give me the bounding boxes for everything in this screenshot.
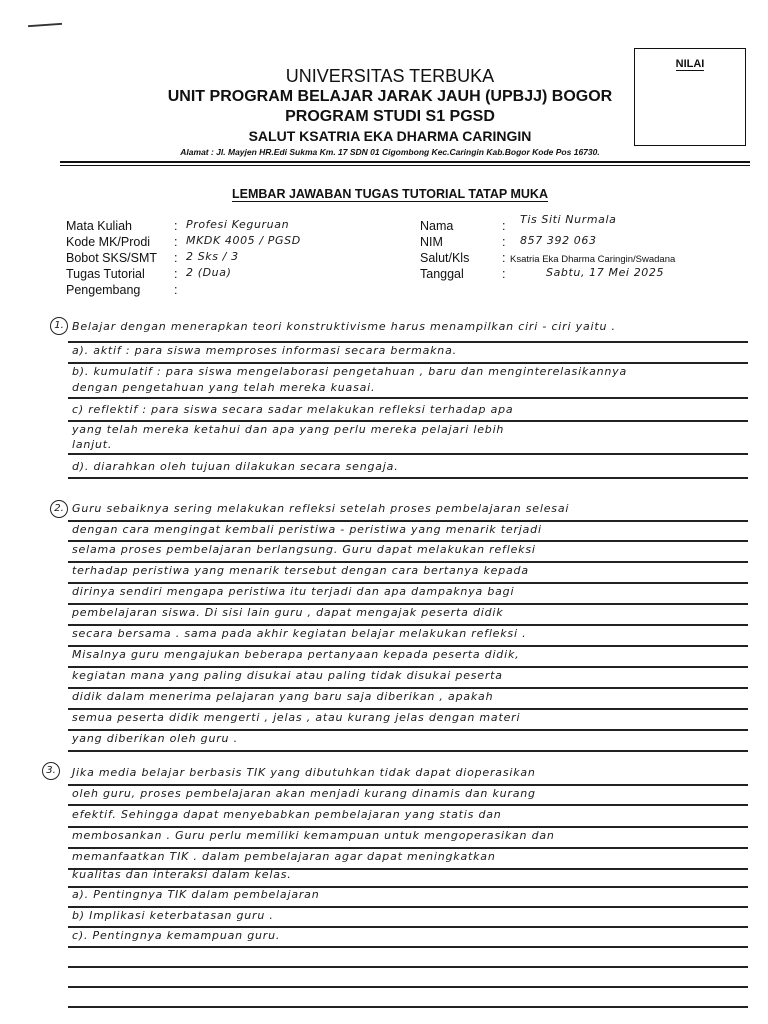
salut-name: SALUT KSATRIA EKA DHARMA CARINGIN <box>248 128 532 144</box>
nim-value: 857 392 063 <box>520 234 597 247</box>
answer-1-line-4: dengan pengetahuan yang telah mereka kuasai. <box>72 381 376 394</box>
credits-value: 2 Sks / 3 <box>186 250 239 263</box>
ruled-line <box>68 926 748 928</box>
ruled-line <box>68 1006 748 1008</box>
ruled-line <box>68 847 748 849</box>
info-label-assignment: Tugas Tutorial <box>66 267 145 281</box>
answer-1-line-1: Belajar dengan menerapkan teori konstruktivisme harus menampilkan ciri - ciri yaitu . <box>72 320 616 333</box>
answer-1-line-7: lanjut. <box>72 438 113 451</box>
answer-2-line-4: terhadap peristiwa yang menarik tersebut dengan cara bertanya kepada <box>72 564 529 577</box>
ruled-line <box>68 520 748 522</box>
answer-3-line-7: a). Pentingnya TIK dalam pembelajaran <box>72 888 320 901</box>
pen-mark <box>28 23 62 27</box>
ruled-line <box>68 477 748 479</box>
answer-3-line-9: c). Pentingnya kemampuan guru. <box>72 929 281 942</box>
answer-1-line-3: b). kumulatif : para siswa mengelaborasi pengetahuan , baru dan menginterelasikannya <box>72 365 628 378</box>
answer-2-line-5: dirinya sendiri mengapa peristiwa itu terjadi dan apa dampaknya bagi <box>72 585 515 598</box>
answer-2-line-11: semua peserta didik mengerti , jelas , atau kurang jelas dengan materi <box>72 711 521 724</box>
header-divider-thin <box>60 165 750 166</box>
colon: : <box>502 267 506 281</box>
study-program: PROGRAM STUDI S1 PGSD <box>285 108 495 125</box>
info-label-date: Tanggal <box>420 267 464 281</box>
answer-3-line-3: efektif. Sehingga dapat menyebabkan pembelajaran yang statis dan <box>72 808 502 821</box>
answer-3-line-4: membosankan . Guru perlu memiliki kemampuan untuk mengoperasikan dan <box>72 829 555 842</box>
university-name: UNIVERSITAS TERBUKA <box>285 66 495 86</box>
ruled-line <box>68 666 748 668</box>
ruled-line <box>68 946 748 948</box>
course-code-value: MKDK 4005 / PGSD <box>186 234 301 247</box>
answer-2-line-7: secara bersama . sama pada akhir kegiatan belajar melakukan refleksi . <box>72 627 527 640</box>
ruled-line <box>68 966 748 968</box>
date-value: Sabtu, 17 Mei 2025 <box>546 266 665 279</box>
ruled-line <box>68 420 748 422</box>
answer-2-line-9: kegiatan mana yang paling disukai atau paling tidak disukai peserta <box>72 669 503 682</box>
ruled-line <box>68 826 748 828</box>
unit-name: UNIT PROGRAM BELAJAR JARAK JAUH (UPBJJ) BOGOR <box>167 88 613 105</box>
info-label-nim: NIM <box>420 235 443 249</box>
answer-3-line-5: memanfaatkan TIK . dalam pembelajaran agar dapat meningkatkan <box>72 850 496 863</box>
ruled-line <box>68 804 748 806</box>
answer-1-line-8: d). diarahkan oleh tujuan dilakukan secara sengaja. <box>72 460 399 473</box>
ruled-line <box>68 582 748 584</box>
answer-3-line-8: b) Implikasi keterbatasan guru . <box>72 909 274 922</box>
course-value: Profesi Keguruan <box>186 218 290 231</box>
class-value: Ksatria Eka Dharma Caringin/Swadana <box>510 254 676 265</box>
info-label-name: Nama <box>420 219 454 233</box>
student-name-value: Tis Siti Nurmala <box>520 213 617 226</box>
info-label-credits: Bobot SKS/SMT <box>66 251 158 265</box>
answer-3-line-1: Jika media belajar berbasis TIK yang dibutuhkan tidak dapat dioperasikan <box>72 766 536 779</box>
ruled-line <box>68 986 748 988</box>
answer-number-2: 2. <box>50 500 68 518</box>
ruled-line <box>68 729 748 731</box>
answer-2-line-8: Misalnya guru mengajukan beberapa pertanyaan kepada peserta didik, <box>72 648 520 661</box>
ruled-line <box>68 341 748 343</box>
colon: : <box>174 235 178 249</box>
ruled-line <box>68 397 748 399</box>
ruled-line <box>68 750 748 752</box>
grade-label: NILAI <box>675 58 705 70</box>
address: Alamat : Jl. Mayjen HR.Edi Sukma Km. 17 SDN 01 Cigombong Kec.Caringin Kab.Bogor Kode Pos 16730. <box>180 147 600 157</box>
colon: : <box>502 235 506 249</box>
assignment-value: 2 (Dua) <box>186 266 232 279</box>
answer-2-line-12: yang diberikan oleh guru . <box>72 732 238 745</box>
ruled-line <box>68 561 748 563</box>
answer-2-line-3: selama proses pembelajaran berlangsung. Guru dapat melakukan refleksi <box>72 543 536 556</box>
info-label-course: Mata Kuliah <box>66 219 133 233</box>
answer-1-line-2: a). aktif : para siswa memproses informasi secara bermakna. <box>72 344 457 357</box>
answer-2-line-2: dengan cara mengingat kembali peristiwa - peristiwa yang menarik terjadi <box>72 523 542 536</box>
ruled-line <box>68 708 748 710</box>
ruled-line <box>68 603 748 605</box>
colon: : <box>174 267 178 281</box>
form-title: LEMBAR JAWABAN TUGAS TUTORIAL TATAP MUKA <box>232 187 548 201</box>
colon: : <box>502 251 506 265</box>
colon: : <box>502 219 506 233</box>
colon: : <box>174 219 178 233</box>
ruled-line <box>68 453 748 455</box>
colon: : <box>174 283 178 297</box>
answer-3-line-2: oleh guru, proses pembelajaran akan menjadi kurang dinamis dan kurang <box>72 787 536 800</box>
colon: : <box>174 251 178 265</box>
answer-2-line-6: pembelajaran siswa. Di sisi lain guru , dapat mengajak peserta didik <box>72 606 504 619</box>
info-label-class: Salut/Kls <box>420 251 470 265</box>
answer-1-line-5: c) reflektif : para siswa secara sadar melakukan refleksi terhadap apa <box>72 403 514 416</box>
ruled-line <box>68 906 748 908</box>
header-divider <box>60 161 750 163</box>
ruled-line <box>68 540 748 542</box>
ruled-line <box>68 624 748 626</box>
answer-1-line-6: yang telah mereka ketahui dan apa yang perlu mereka pelajari lebih <box>72 423 505 436</box>
answer-2-line-10: didik dalam menerima pelajaran yang baru saja diberikan , apakah <box>72 690 494 703</box>
answer-number-1: 1. <box>50 317 68 335</box>
answer-2-line-1: Guru sebaiknya sering melakukan refleksi setelah proses pembelajaran selesai <box>72 502 570 515</box>
answer-3-line-6: kualitas dan interaksi dalam kelas. <box>72 868 292 881</box>
grade-box <box>634 48 746 146</box>
info-label-course-code: Kode MK/Prodi <box>66 235 151 249</box>
answer-number-3: 3. <box>42 762 60 780</box>
info-label-developer: Pengembang <box>66 283 141 297</box>
ruled-line <box>68 687 748 689</box>
ruled-line <box>68 645 748 647</box>
ruled-line <box>68 784 748 786</box>
ruled-line <box>68 362 748 364</box>
